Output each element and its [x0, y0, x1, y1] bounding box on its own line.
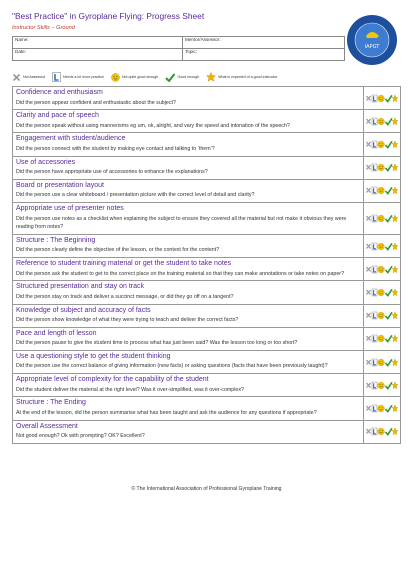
cross-icon[interactable] — [367, 383, 371, 388]
criterion-text — [13, 133, 364, 155]
l-plate-icon[interactable] — [372, 382, 377, 389]
criterion-description: At the end of the lesson, did the person summarise what has been taught and ask the audience for any questions if appropriate? — [16, 409, 317, 416]
criterion-heading: Knowledge of subject and accuracy of facts — [16, 306, 151, 314]
criterion-description: Did the person stay on track and deliver a succinct message, or did they go off on a tangent? — [16, 293, 234, 300]
criterion-row — [12, 280, 401, 303]
criterion-text — [13, 235, 364, 257]
legend-label: Not Assessed — [23, 75, 45, 79]
criterion-row — [12, 350, 401, 373]
l-plate-icon[interactable] — [372, 215, 377, 222]
smiley-icon[interactable] — [378, 215, 385, 222]
legend-item — [111, 73, 158, 82]
page-subtitle: Instructor Skills – Ground — [12, 25, 75, 31]
l-plate-icon[interactable] — [372, 428, 377, 435]
tick-icon[interactable] — [386, 118, 393, 124]
rating-icons[interactable] — [364, 421, 400, 443]
star-icon[interactable] — [392, 335, 398, 342]
criterion-description: Did the person clearly define the objective of the lesson, or the context for the content? — [16, 247, 220, 254]
criterion-description: Did the person have appropriate use of accessories to enhance the explanations? — [16, 169, 208, 176]
criterion-text — [13, 157, 364, 179]
criterion-heading: Structure : The Ending — [16, 399, 86, 407]
mentor-field[interactable]: Mentor/Assessor: — [183, 37, 345, 49]
criterion-row — [12, 86, 401, 109]
smiley-icon[interactable] — [378, 382, 385, 389]
criterion-row — [12, 109, 401, 132]
tick-icon[interactable] — [386, 428, 393, 434]
info-table — [12, 36, 345, 61]
rating-icons[interactable] — [364, 258, 400, 280]
criterion-description: Did the person appear confident and enthusiastic about the subject? — [16, 99, 176, 106]
criterion-text — [13, 328, 364, 350]
star-icon[interactable] — [392, 94, 398, 101]
smiley-icon[interactable] — [378, 312, 385, 319]
rating-icons[interactable] — [364, 305, 400, 327]
star-icon[interactable] — [392, 242, 398, 249]
l-plate-icon[interactable] — [372, 289, 377, 296]
smiley-icon[interactable] — [378, 266, 385, 273]
criterion-heading: Pace and length of lesson — [16, 329, 97, 337]
criterion-row — [12, 156, 401, 179]
criterion-heading: Board or presentation layout — [16, 181, 104, 189]
l-plate-icon — [52, 72, 61, 82]
l-plate-icon[interactable] — [372, 187, 377, 194]
criterion-text — [13, 397, 364, 419]
criteria-list — [12, 86, 401, 444]
tick-icon[interactable] — [386, 141, 393, 147]
legend-item — [52, 72, 104, 82]
criterion-heading: Structure : The Beginning — [16, 236, 96, 244]
tick-icon[interactable] — [386, 188, 393, 194]
tick-icon[interactable] — [386, 215, 393, 221]
criterion-description: Did the person use notes as a checklist when explaining the subject to ensure they covered all the material but not make it obvious they were reading from notes? — [16, 215, 347, 231]
cross-icon[interactable] — [367, 142, 371, 147]
criterion-heading: Appropriate use of presenter notes — [16, 205, 124, 213]
tick-icon[interactable] — [386, 289, 393, 295]
criterion-description: Did the person use the correct balance of giving information (new facts) or asking questions (facts that have been previously taught)? — [16, 363, 328, 370]
criterion-heading: Use a questioning style to get the student thinking — [16, 352, 171, 360]
tick-icon[interactable] — [386, 382, 393, 388]
legend-item — [165, 73, 199, 82]
l-plate-icon[interactable] — [372, 266, 377, 273]
criterion-row — [12, 257, 401, 280]
criterion-row — [12, 327, 401, 350]
smiley-icon — [111, 73, 120, 82]
tick-icon[interactable] — [386, 359, 393, 365]
tick-icon — [165, 73, 175, 82]
cross-icon[interactable] — [367, 216, 371, 221]
criterion-description: Did the person pause to give the student time to process what has just been said? Was the lesson too long or too short? — [16, 340, 298, 347]
criterion-row — [12, 234, 401, 257]
criterion-text — [13, 110, 364, 132]
criterion-heading: Confidence and enthusiasm — [16, 89, 103, 96]
criterion-text — [13, 421, 364, 443]
legend-item — [12, 73, 45, 82]
cross-icon[interactable] — [367, 119, 371, 124]
star-icon[interactable] — [392, 118, 398, 125]
iapgt-logo — [346, 14, 398, 66]
criterion-description: Did the person ask the student to get to the correct place on the training material so that they can make annotations or take notes on paper? — [16, 270, 345, 277]
criterion-description: Did the person connect with the student by making eye contact and talking to ‘them’? — [16, 145, 215, 152]
tick-icon[interactable] — [386, 266, 393, 272]
l-plate-icon[interactable] — [372, 118, 377, 125]
criterion-text — [13, 203, 364, 234]
smiley-icon[interactable] — [378, 359, 385, 366]
logo-text: IAPGT — [364, 44, 380, 50]
rating-icons[interactable] — [364, 180, 400, 202]
criterion-text — [13, 180, 364, 202]
cross-icon[interactable] — [367, 244, 371, 249]
criterion-heading: Use of accessories — [16, 158, 76, 166]
legend-label: Not quite good enough — [121, 75, 159, 79]
rating-icons[interactable] — [364, 87, 400, 109]
criterion-text — [13, 374, 364, 396]
rating-icons[interactable] — [364, 351, 400, 373]
criterion-description: Did the person use a clear whiteboard / presentation picture with the correct level of detail and clarity? — [16, 192, 255, 199]
criterion-heading: Overall Assessment — [16, 422, 78, 430]
criterion-row — [12, 396, 401, 419]
criterion-description: Not good enough? Ok with prompting? OK? Excellent? — [16, 433, 145, 440]
star-icon[interactable] — [392, 382, 398, 389]
page-title: "Best Practice" in Gyroplane Flying: Progress Sheet — [12, 11, 205, 21]
criterion-row — [12, 179, 401, 202]
cross-icon[interactable] — [367, 406, 371, 411]
legend-item — [206, 72, 277, 82]
legend-label: Good enough — [177, 75, 200, 79]
footer-copyright: © The International Association of Professional Gyroplane Training — [131, 486, 282, 492]
star-icon[interactable] — [392, 428, 398, 435]
cross-icon[interactable] — [367, 429, 371, 434]
date-field[interactable]: Date: — [13, 49, 183, 61]
tick-icon[interactable] — [386, 165, 393, 171]
criterion-text — [13, 281, 364, 303]
smiley-icon[interactable] — [378, 188, 385, 195]
smiley-icon[interactable] — [378, 164, 385, 171]
l-plate-icon[interactable] — [372, 164, 377, 171]
l-plate-icon[interactable] — [372, 243, 377, 250]
tick-icon[interactable] — [386, 243, 393, 249]
star-icon — [206, 72, 216, 82]
rating-icons[interactable] — [364, 133, 400, 155]
l-plate-icon[interactable] — [372, 405, 377, 412]
l-plate-icon[interactable] — [372, 312, 377, 319]
tick-icon[interactable] — [386, 336, 393, 342]
star-icon[interactable] — [392, 405, 398, 412]
criterion-text — [13, 258, 364, 280]
topic-field[interactable]: Topic: — [183, 49, 345, 61]
rating-icons[interactable] — [364, 157, 400, 179]
legend-label: Needs a lot more practice — [62, 75, 104, 79]
criterion-heading: Clarity and pace of speech — [16, 112, 99, 120]
criterion-description: Did the person show knowledge of what they were trying to teach and deliver the correct facts? — [16, 317, 239, 324]
star-icon[interactable] — [392, 289, 398, 296]
cross-icon[interactable] — [367, 336, 371, 341]
rating-icons[interactable] — [364, 235, 400, 257]
criterion-text — [13, 351, 364, 373]
star-icon[interactable] — [392, 266, 398, 273]
smiley-icon[interactable] — [378, 118, 385, 125]
criterion-heading: Reference to student training material or get the student to take notes — [16, 260, 232, 268]
criterion-text — [13, 305, 364, 327]
rating-icons[interactable] — [364, 397, 400, 419]
rating-icons[interactable] — [364, 374, 400, 396]
smiley-icon[interactable] — [378, 335, 385, 342]
criterion-heading: Engagement with student/audience — [16, 135, 126, 143]
criterion-row — [12, 132, 401, 155]
cross-icon[interactable] — [367, 313, 371, 318]
legend — [12, 71, 312, 83]
smiley-icon[interactable] — [378, 243, 385, 250]
name-field[interactable]: Name: — [13, 37, 183, 49]
criterion-row — [12, 304, 401, 327]
smiley-icon[interactable] — [378, 289, 385, 296]
criterion-heading: Appropriate level of complexity for the capability of the student — [16, 376, 209, 384]
smiley-icon[interactable] — [378, 405, 385, 412]
cross-icon[interactable] — [367, 165, 371, 170]
criterion-description: Did the person speak without using mannerisms eg um, ok, alright, and vary the speed and intonation of the speech? — [16, 122, 290, 129]
star-icon[interactable] — [392, 141, 398, 148]
rating-icons[interactable] — [364, 328, 400, 350]
star-icon[interactable] — [392, 312, 398, 319]
star-icon[interactable] — [392, 215, 398, 222]
criterion-description: Did the student deliver the material at the right level? Was it over-simplified, was it over-complex? — [16, 386, 244, 393]
criterion-row — [12, 420, 401, 444]
cross-icon — [12, 73, 21, 82]
cross-icon[interactable] — [367, 290, 371, 295]
rating-icons[interactable] — [364, 281, 400, 303]
l-plate-icon[interactable] — [372, 141, 377, 148]
tick-icon[interactable] — [386, 95, 393, 101]
l-plate-icon[interactable] — [372, 95, 377, 102]
cross-icon[interactable] — [367, 188, 371, 193]
cross-icon[interactable] — [367, 267, 371, 272]
smiley-icon[interactable] — [378, 95, 385, 102]
tick-icon[interactable] — [386, 405, 393, 411]
rating-icons[interactable] — [364, 203, 400, 234]
cross-icon[interactable] — [367, 360, 371, 365]
l-plate-icon[interactable] — [372, 359, 377, 366]
criterion-row — [12, 202, 401, 234]
rating-icons[interactable] — [364, 110, 400, 132]
smiley-icon[interactable] — [378, 141, 385, 148]
star-icon[interactable] — [392, 187, 398, 194]
star-icon[interactable] — [392, 358, 398, 365]
criterion-row — [12, 373, 401, 396]
smiley-icon[interactable] — [378, 428, 385, 435]
cross-icon[interactable] — [367, 96, 371, 101]
legend-label: What is expected of a good instructor — [218, 75, 278, 79]
criterion-heading: Structured presentation and stay on track — [16, 283, 145, 291]
criterion-text — [13, 87, 364, 109]
l-plate-icon[interactable] — [372, 335, 377, 342]
star-icon[interactable] — [392, 164, 398, 171]
tick-icon[interactable] — [386, 312, 393, 318]
